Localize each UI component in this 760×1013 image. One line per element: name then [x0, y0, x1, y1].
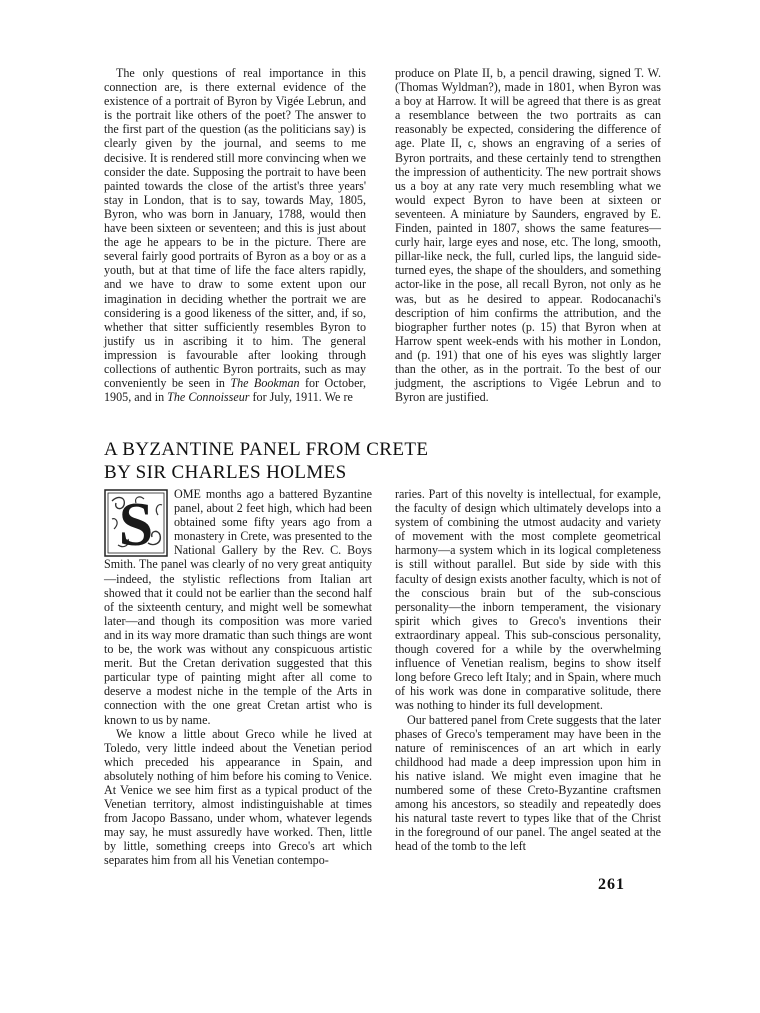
prev-article-paragraph: for October, 1905, and in: [104, 376, 367, 405]
magazine-title: The Bookman: [230, 376, 300, 391]
article-headline: [104, 438, 664, 484]
article-paragraph: Our battered panel from Crete suggests that the later phases of Greco's temperament may have been in the nature of reminiscences of an art which in early childhood had made a deep impression upon him in his native island. We might even imagine that he numbered some of these Creto-Byzantine craftsmen among his ancestors, so steadily and repeatedly does his natural taste revert to types like that of the Christ in the foreground of our panel. The angel seated at the head of the tomb to the left: [395, 712, 661, 854]
prev-article-paragraph: for July, 1911. We re: [249, 390, 353, 405]
article-column-right: [395, 487, 661, 853]
prev-article-paragraph: produce on Plate II, b, a pencil drawing, signed T. W. (Thomas Wyldman?), made in 1801, when Byron was a boy at Harrow. It will be agreed that there is as great a resemblance between the two portraits as can reasonably be expected, considering the difference of age. Plate II, c, shows an engraving of a series of Byron portraits, and these certainly tend to strengthen the impression of authenticity. The new portrait shows us a boy at any rate very much resembling what we would expect Byron to have been at sixteen or seventeen. A miniature by Saunders, engraved by E. Finden, painted in 1807, shows the same features—curly hair, large eyes and nose, etc. The long, smooth, pillar-like neck, the full, curled lips, the languid side-turned eyes, the shape of the shoulders, and something actor-like in the pose, all recall Byron, not only as he was, but as he desired to appear. Rodocanachi's description of him confirms the attribution, and the biographer further notes (p. 15) that Byron when at Harrow spent week-ends with his mother in London, and (p. 191) that one of his eyes was slightly larger than the other, as in the portrait. To the best of our judgment, the ascriptions to Vigée Lebrun and to Byron are justified.: [395, 66, 661, 405]
prev-article-column-left: [104, 66, 366, 404]
article-column-left: [104, 487, 372, 868]
headline-title: A BYZANTINE PANEL FROM CRETE: [104, 439, 429, 460]
ornamental-dropcap-s: [104, 489, 168, 557]
prev-article-column-right: [395, 66, 661, 404]
prev-article-text-right: [395, 66, 661, 404]
article-text-right: [395, 487, 661, 853]
headline-byline: BY SIR CHARLES HOLMES: [104, 462, 347, 483]
page-number: 261: [598, 876, 625, 893]
prev-article-paragraph: The only questions of real importance in this connection are, is there external evidence of the existence of a portrait of Byron by Vigée Lebrun, and is the portrait like others of the poet? The answer to the first part of the question (as the politicians say) is clearly given by the journal, and seems to me decisive. It is rendered still more convincing when we consider the date. Supposing the portrait to have been painted towards the close of the artist's three years' stay in London, that is to say, towards May, 1805, Byron, who was born in January, 1788, would then have been sixteen or seventeen; and this is just about the age he appears to be in the picture. There are several fairly good portraits of Byron as a boy or as a youth, but at that time of life the face alters rapidly, and we have to draw to some extent upon our imagination in deciding whether the portrait we are considering is a good likeness of the sitter, and, if so, whether that sitter sufficiently resembles Byron to justify us in ascribing it to him. The general impression is favourable after looking through collections of authentic Byron portraits, such as may conveniently be seen in: [104, 66, 366, 391]
article-paragraph: OME months ago a battered Byzantine panel, about 2 feet high, which had been obtained some fifty years ago from a monastery in Crete, was presented to the National Gallery by the Rev. C. Boys Smith. The panel was clearly of no very great antiquity—indeed, the stylistic reflections from Italian art showed that it could not be earlier than the second half of the sixteenth century, and might well be somewhat later—and though its composition was more varied and in its way more dramatic than such things are wont to be, the work was without any conspicuous artistic merit. But the Cretan derivation suggested that this particular type of painting might after all come to deserve a modest niche in the temple of the Arts in connection with the one great Cretan artist who is known to us by name.: [104, 487, 372, 727]
magazine-title: The Connoisseur: [167, 390, 250, 405]
article-paragraph: We know a little about Greco while he lived at Toledo, very little indeed about the Venetian period which preceded his appearance in Spain, and absolutely nothing of him before his coming to Venice. At Venice we see him first as a typical product of the Venetian territory, almost indistinguishable at times from Jacopo Bassano, under whom, whatever legends may say, he must assuredly have worked. Then, little by little, something creeps into Greco's art which separates him from all his Venetian contempo-: [104, 726, 372, 868]
article-paragraph: raries. Part of this novelty is intellectual, for example, the faculty of design which ultimately develops into a system of combining the utmost audacity and variety of movement with the most complete geometrical harmony—a system which in its logical completeness is still without parallel. But side by side with this faculty of design exists another faculty, which is not of the conscious brain but of the sub-conscious personality—the inborn temperament, the visionary spirit which gives to Greco's inventions their extraordinary appeal. This sub-conscious personality, though covered for a while by the overwhelming influence of Venetian realism, begins to show itself long before Greco left Italy; and in Spain, where much of his work was done in comparative solitude, there was nothing to hinder its full development.: [395, 487, 661, 713]
dropcap-letter: S: [118, 491, 154, 557]
prev-article-text-left: [104, 66, 366, 404]
